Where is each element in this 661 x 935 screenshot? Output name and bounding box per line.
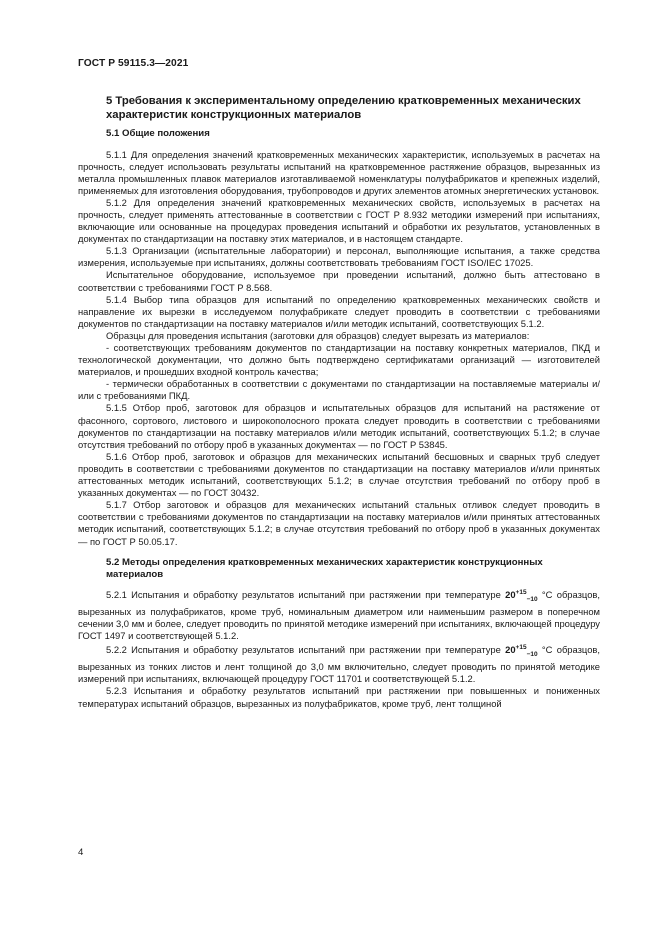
paragraph-5-1-2: 5.1.2 Для определения значений кратковременных механических свойств, используемых в расчетах на прочность, следует применять аттестованные в соответствии с ГОСТ Р 8.932 методики измерений при испытаниях, включающие или основанные на процедурах проведения испытаний и обработки их результатов, установленных в документах по стандартизации на поставку этих материалов, и в настоящем стандарте. bbox=[78, 196, 600, 245]
paragraph-text: °С образцов, вырезанных из тонких листов и лент толщиной до 3,0 мм включительно, следует проводить по принятой методике измерений при испытаниях, включающей процедуру ГОСТ 11701 и соответствующей 5.1.2. bbox=[78, 644, 600, 685]
paragraph-samples: Образцы для проведения испытания (заготовки для образцов) следует вырезать из материалов: bbox=[106, 329, 530, 341]
paragraph-5-1-7: 5.1.7 Отбор заготовок и образцов для механических испытаний стальных отливок следует проводить в соответствии с требованиями документов по стандартизации на поставку материалов и/или принятых аттестованных методик испытаний, соответствующих 5.1.2; в случае отсутствия требований по отбору проб в указанных документах — по ГОСТ Р 50.05.17. bbox=[78, 499, 600, 547]
paragraph-5-1-5: 5.1.5 Отбор проб, заготовок для образцов и испытательных образцов для испытаний на растяжение от фасонного, сортового, листового и широкополосного проката следует проводить в соответствии с требованиями документов по стандартизации на поставку материалов и/или методик испытаний, соответствующих 5.1.2; в случае отсутствия требований по отбору проб в указанных документах — по ГОСТ Р 53845. bbox=[78, 402, 600, 450]
paragraph-5-1-6: 5.1.6 Отбор проб, заготовок и образцов для механических испытаний бесшовных и сварных труб следует проводить в соответствии с требованиями документов по стандартизации на поставку материалов и/или принятых аттестованных методик испытаний, соответствующих 5.1.2; в случае отсутствия требований по отбору проб в указанных документах — по ГОСТ 30432. bbox=[78, 450, 600, 499]
paragraph-5-1-4: 5.1.4 Выбор типа образцов для испытаний по определению кратковременных механических свойств и направление их вырезки в исследуемом полуфабрикате следует проводить в соответствии с требованиями документов по стандартизации на поставку материалов и/или методик испытаний, соответствующих 5.1.2. bbox=[78, 293, 600, 329]
paragraph-text: 5.2.2 Испытания и обработку результатов испытаний при растяжении при температуре bbox=[106, 644, 506, 656]
document-body bbox=[78, 94, 600, 710]
paragraph-5-1-3: 5.1.3 Организации (испытательные лаборатории) и персонал, выполняющие испытания, а также средства измерения, используемые при испытаниях, должны соответствовать требованиям ГОСТ ISO/IEC 17025. bbox=[78, 245, 600, 269]
list-item: - термически обработанных в соответствии с документами по стандартизации на поставляемые материалы и/или с требованиями ПКД. bbox=[78, 378, 600, 402]
paragraph-equipment: Испытательное оборудование, используемое при проведении испытаний, должно быть аттестовано в соответствии с требованиями ГОСТ Р 8.568. bbox=[78, 269, 600, 293]
temperature-lower-tolerance: −10 bbox=[526, 595, 538, 603]
temperature-value bbox=[505, 644, 538, 659]
temperature-base: 20 bbox=[505, 644, 516, 656]
temperature-base: 20 bbox=[505, 588, 516, 600]
paragraph-5-2-3: 5.2.3 Испытания и обработку результатов испытаний при растяжении при повышенных и пониженных температурах испытаний образцов, вырезанных из полуфабрикатов, кроме труб, лент толщиной bbox=[78, 685, 600, 709]
temperature-upper-tolerance: +15 bbox=[515, 644, 527, 652]
document-header: ГОСТ Р 59115.3—2021 bbox=[78, 58, 189, 69]
section-title: 5 Требования к экспериментальному определению кратковременных механических характеристик конструкционных материалов bbox=[106, 95, 581, 122]
temperature-value bbox=[505, 588, 538, 603]
paragraph-5-1-1: 5.1.1 Для определения значений кратковременных механических характеристик, используемых в расчетах на прочность, следует использовать результаты испытаний на кратковременное растяжение образцов, вырезанных из металла промышленных плавок материалов изготавливаемой номенклатуры полуфабрикатов и крепежных изделий, применяемых для изготовления оборудования, трубопроводов и других элементов атомных энергетических установок. bbox=[78, 148, 600, 196]
list-item: - соответствующих требованиям документов по стандартизации на поставку конкретных материалов, ПКД и технологической документации, что должно быть подтверждено сертификатами организаций — изготовителей материалов, и прошедших входной контроль качества; bbox=[78, 342, 600, 378]
paragraph-text: 5.2.1 Испытания и обработку результатов испытаний при растяжении при температуре bbox=[106, 588, 506, 600]
paragraph-5-2-2 bbox=[78, 642, 600, 685]
temperature-lower-tolerance: −10 bbox=[526, 651, 538, 659]
page-number: 4 bbox=[78, 847, 84, 858]
paragraph-5-2-1 bbox=[78, 587, 600, 642]
subsection-title-5-1: 5.1 Общие положения bbox=[106, 128, 210, 140]
subsection-title-5-2: 5.2 Методы определения кратковременных механических характеристик конструкционных материалов bbox=[106, 556, 543, 580]
paragraph-text: °С образцов, вырезанных из полуфабрикатов, кроме труб, номинальным диаметром или наименьшим размером в поперечном сечении 3,0 мм и более, следует проводить по принятой методике измерений при испытаниях, включающей процедуру ГОСТ 1497 и соответствующей 5.1.2. bbox=[78, 588, 600, 642]
temperature-upper-tolerance: +15 bbox=[515, 588, 527, 596]
